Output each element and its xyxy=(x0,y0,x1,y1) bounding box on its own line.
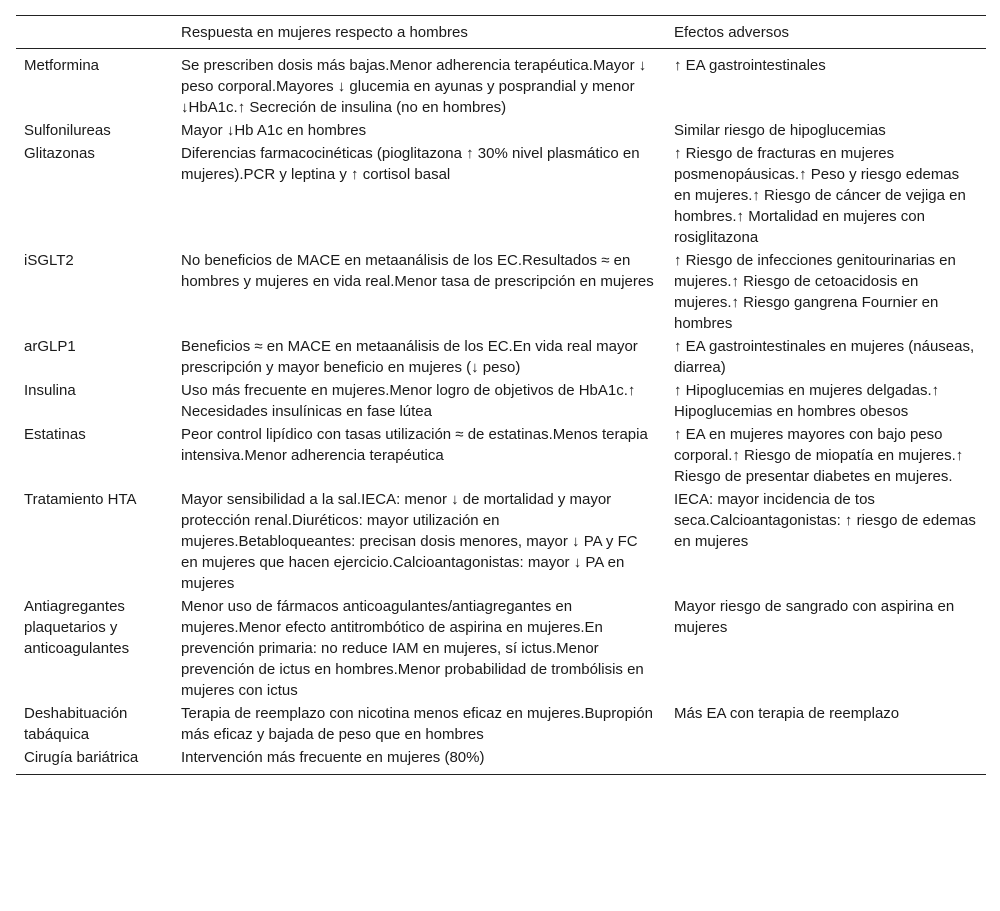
table-row xyxy=(16,119,986,142)
table-row xyxy=(16,488,986,595)
drug-cell: Glitazonas xyxy=(24,145,95,162)
table-row xyxy=(16,595,986,702)
drug-cell: arGLP1 xyxy=(24,338,76,355)
response-cell: Diferencias farmacocinéticas (pioglitazona ↑ 30% nivel plasmático en mujeres).PCR y leptina y ↑ cortisol basal xyxy=(181,145,640,183)
table-row xyxy=(16,142,986,249)
drug-cell: Insulina xyxy=(24,382,76,399)
comparison-table xyxy=(16,15,986,775)
table-body xyxy=(16,49,986,775)
header-cell-empty xyxy=(16,16,173,49)
drug-cell: Deshabituación tabáquica xyxy=(24,705,128,743)
response-cell: Mayor sensibilidad a la sal.IECA: menor ↓ de mortalidad y mayor protección renal.Diuréticos: mayor utilización en mujeres.Betabloqueantes: precisan dosis menores, mayor ↓ PA y FC en mujeres que hacen ejercicio.Calcioantagonistas: mayor ↓ PA en mujeres xyxy=(181,491,638,592)
response-cell: Terapia de reemplazo con nicotina menos eficaz en mujeres.Bupropión más eficaz y bajada de peso que en hombres xyxy=(181,705,653,743)
response-cell: Uso más frecuente en mujeres.Menor logro de objetivos de HbA1c.↑ Necesidades insulínicas en fase lútea xyxy=(181,382,636,420)
response-cell: Intervención más frecuente en mujeres (80%) xyxy=(181,749,485,766)
response-cell: Mayor ↓Hb A1c en hombres xyxy=(181,122,367,139)
drug-cell: Metformina xyxy=(24,57,100,74)
header-row xyxy=(16,16,986,49)
adverse-effects-cell: IECA: mayor incidencia de tos seca.Calcioantagonistas: ↑ riesgo de edemas en mujeres xyxy=(674,491,976,550)
table-header xyxy=(16,16,986,49)
adverse-effects-cell: ↑ Riesgo de fracturas en mujeres posmenopáusicas.↑ Peso y riesgo edemas en mujeres.↑ Riesgo de cáncer de vejiga en hombres.↑ Mortalidad en mujeres con rosiglitazona xyxy=(674,145,966,246)
drug-cell: iSGLT2 xyxy=(24,252,74,269)
adverse-effects-cell: ↑ Riesgo de infecciones genitourinarias en mujeres.↑ Riesgo de cetoacidosis en mujeres.↑ Riesgo gangrena Fournier en hombres xyxy=(674,252,956,332)
drug-cell: Cirugía bariátrica xyxy=(24,749,139,766)
response-cell: Se prescriben dosis más bajas.Menor adherencia terapéutica.Mayor ↓ peso corporal.Mayores ↓ glucemia en ayunas y posprandial y menor ↓HbA1c.↑ Secreción de insulina (no en hombres) xyxy=(181,57,647,116)
table-row xyxy=(16,335,986,379)
drug-cell: Tratamiento HTA xyxy=(24,491,137,508)
adverse-effects-cell xyxy=(666,746,986,775)
drug-cell: Antiagregantes plaquetarios y anticoagulantes xyxy=(24,598,130,657)
adverse-effects-cell: ↑ Hipoglucemias en mujeres delgadas.↑ Hipoglucemias en hombres obesos xyxy=(674,382,940,420)
adverse-effects-cell: Similar riesgo de hipoglucemias xyxy=(674,122,886,139)
response-cell: Menor uso de fármacos anticoagulantes/antiagregantes en mujeres.Menor efecto antitrombótico de aspirina en mujeres.En prevención primaria: no reduce IAM en mujeres, sí ictus.Menor prevención de ictus en hombres.Menor probabilidad de trombólisis en mujeres con ictus xyxy=(181,598,644,699)
header-cell-response: Respuesta en mujeres respecto a hombres xyxy=(181,24,468,41)
header-cell-adverse-effects: Efectos adversos xyxy=(674,24,790,41)
response-cell: Beneficios ≈ en MACE en metaanálisis de los EC.En vida real mayor prescripción y mayor beneficio en mujeres (↓ peso) xyxy=(181,338,638,376)
response-cell: Peor control lipídico con tasas utilización ≈ de estatinas.Menos terapia intensiva.Menor adherencia terapéutica xyxy=(181,426,648,464)
adverse-effects-cell: Mayor riesgo de sangrado con aspirina en mujeres xyxy=(674,598,955,636)
table-row xyxy=(16,423,986,488)
response-cell: No beneficios de MACE en metaanálisis de los EC.Resultados ≈ en hombres y mujeres en vida real.Menor tasa de prescripción en mujeres xyxy=(181,252,654,290)
table-row xyxy=(16,746,986,775)
adverse-effects-cell: ↑ EA gastrointestinales en mujeres (náuseas, diarrea) xyxy=(674,338,975,376)
drug-cell: Sulfonilureas xyxy=(24,122,111,139)
table-row xyxy=(16,49,986,120)
adverse-effects-cell: ↑ EA gastrointestinales xyxy=(674,57,826,74)
adverse-effects-cell: ↑ EA en mujeres mayores con bajo peso corporal.↑ Riesgo de miopatía en mujeres.↑ Riesgo de presentar diabetes en mujeres. xyxy=(674,426,964,485)
table-row xyxy=(16,379,986,423)
drug-cell: Estatinas xyxy=(24,426,86,443)
table-row xyxy=(16,249,986,335)
table-row xyxy=(16,702,986,746)
adverse-effects-cell: Más EA con terapia de reemplazo xyxy=(674,705,900,722)
